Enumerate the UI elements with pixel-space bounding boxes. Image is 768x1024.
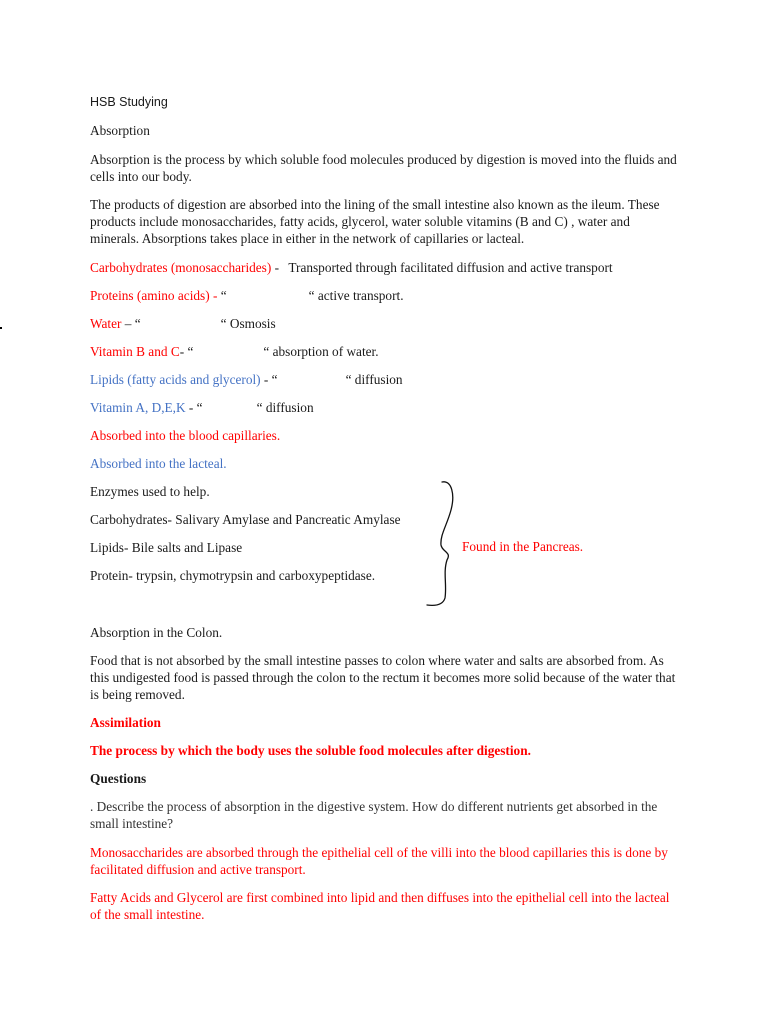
nutrient-ditto: “ xyxy=(220,316,227,331)
nutrient-separator: - “ xyxy=(185,400,203,415)
absorption-definition: Absorption is the process by which soluble food molecules produced by digestion is moved into the fluids and cells into our body. xyxy=(90,152,677,184)
nutrient-ditto: “ xyxy=(256,400,263,415)
pancreas-note: Found in the Pancreas. xyxy=(462,539,584,554)
assimilation-definition: The process by which the body uses the soluble food molecules after digestion. xyxy=(90,743,531,758)
enzyme-item: Carbohydrates- Salivary Amylase and Pancreatic Amylase xyxy=(90,512,401,527)
enzymes-heading: Enzymes used to help. xyxy=(90,484,210,499)
nutrient-label: Vitamin B and C xyxy=(90,344,180,359)
absorption-heading: Absorption xyxy=(90,123,150,138)
nutrient-line-vitamin-adek xyxy=(90,399,690,416)
document-title: HSB Studying xyxy=(90,95,168,109)
nutrient-ditto: “ xyxy=(345,372,352,387)
nutrient-method: Osmosis xyxy=(226,316,276,331)
nutrient-ditto: “ xyxy=(263,344,270,359)
legend-lacteal: Absorbed into the lacteal. xyxy=(90,456,227,471)
nutrient-line-proteins xyxy=(90,287,690,304)
nutrient-label: Lipids (fatty acids and glycerol) xyxy=(90,372,261,387)
nutrient-label: Proteins (amino acids) - xyxy=(90,288,218,303)
nutrient-separator: - xyxy=(271,260,283,275)
nutrient-separator: - “ xyxy=(179,344,194,359)
answer-monosaccharides: Monosaccharides are absorbed through the epithelial cell of the villi into the blood capillaries this is done by facilitated diffusion and active transport. xyxy=(90,845,668,877)
nutrient-method: diffusion xyxy=(351,372,403,387)
nutrient-separator: – “ xyxy=(121,316,141,331)
nutrient-line-lipids xyxy=(90,371,690,388)
nutrient-method: active transport. xyxy=(314,288,404,303)
legend-blood-capillaries: Absorbed into the blood capillaries. xyxy=(90,428,281,443)
nutrient-label: Vitamin A, D,E,K xyxy=(90,400,186,415)
enzyme-item: Lipids- Bile salts and Lipase xyxy=(90,540,243,555)
nutrient-line-vitamin-b-c xyxy=(90,343,690,360)
questions-heading: Questions xyxy=(90,771,147,786)
nutrient-label: Carbohydrates (monosaccharides) xyxy=(90,260,272,275)
question-text: . Describe the process of absorption in the digestive system. How do different nutrients get absorbed in the small intestine? xyxy=(90,799,658,831)
nutrient-method: diffusion xyxy=(262,400,314,415)
answer-fatty-acids: Fatty Acids and Glycerol are first combined into lipid and then diffuses into the epithelial cell into the lacteal of the small intestine. xyxy=(90,890,670,922)
enzyme-item: Protein- trypsin, chymotrypsin and carboxypeptidase. xyxy=(90,568,376,583)
assimilation-heading: Assimilation xyxy=(90,715,161,730)
absorption-products-paragraph: The products of digestion are absorbed into the lining of the small intestine also known as the ileum. These products include monosaccharides, fatty acids, glycerol, water soluble vitamins (B and C) , water and minerals. Absorptions takes place in either in the network of capillaries or lacteal. xyxy=(90,197,660,246)
nutrient-ditto: “ xyxy=(308,288,315,303)
nutrient-separator: “ xyxy=(217,288,227,303)
nutrient-label: Water xyxy=(90,316,122,331)
margin-dot xyxy=(0,327,2,329)
nutrient-line-water xyxy=(90,315,690,332)
nutrient-line-carbohydrates xyxy=(90,259,690,276)
nutrient-separator: - “ xyxy=(260,372,278,387)
colon-heading: Absorption in the Colon. xyxy=(90,625,223,640)
nutrient-method: Transported through facilitated diffusion and active transport xyxy=(288,260,613,275)
colon-paragraph: Food that is not absorbed by the small intestine passes to colon where water and salts are absorbed from. As this undigested food is passed through the colon to the rectum it becomes more solid because of the water that is being removed. xyxy=(90,653,676,702)
nutrient-method: absorption of water. xyxy=(269,344,379,359)
